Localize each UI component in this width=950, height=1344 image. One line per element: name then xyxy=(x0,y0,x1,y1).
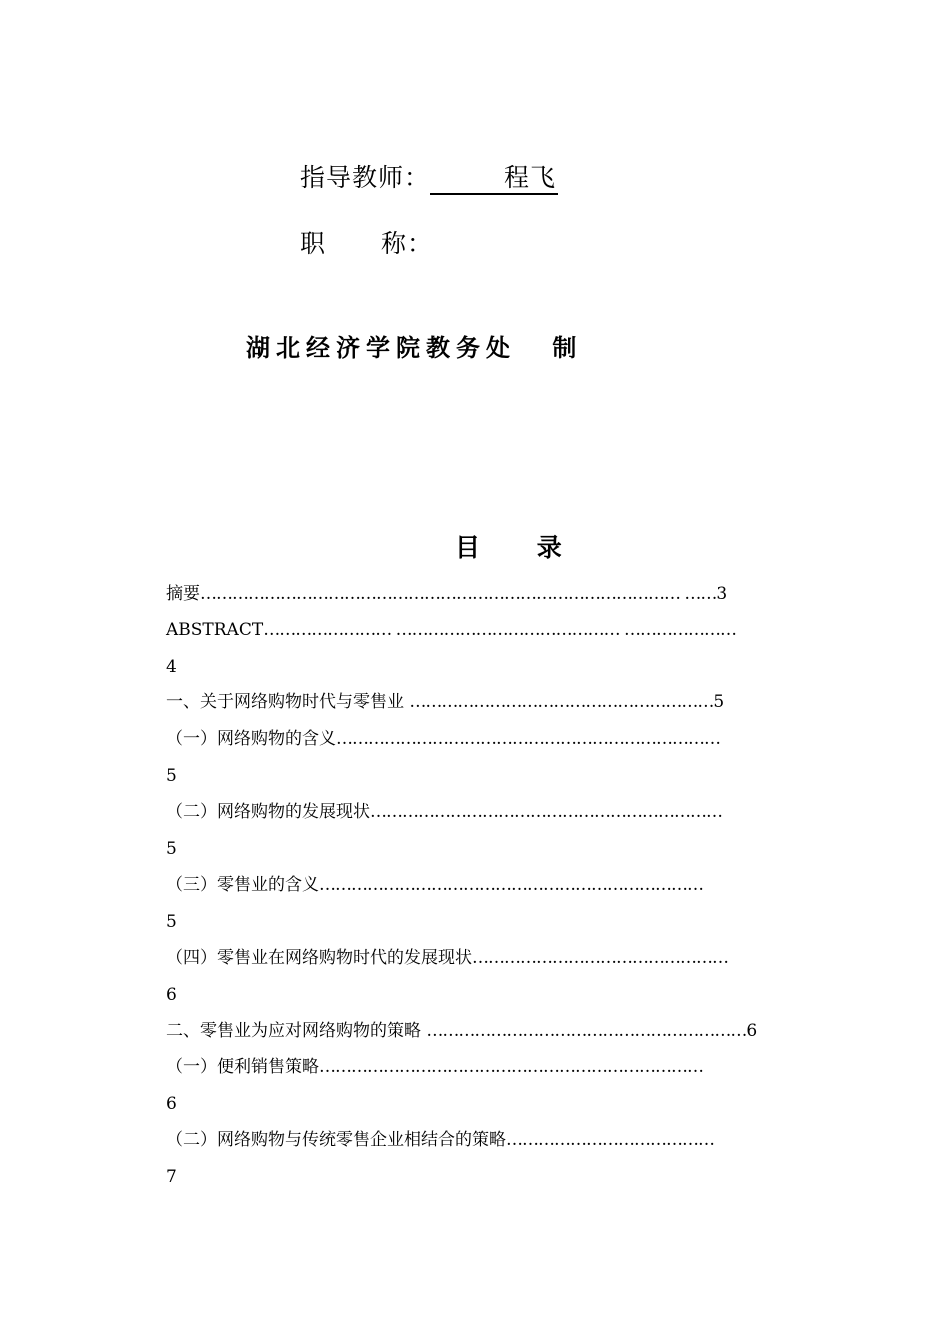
toc-entry-2-2[interactable] xyxy=(166,1129,714,1151)
toc-entry-page-wrapped: 5 xyxy=(166,912,177,932)
toc-entry-page-wrapped: 6 xyxy=(166,985,177,1005)
org-row xyxy=(246,328,582,363)
toc-leader-dots: ………………………………………… xyxy=(472,948,728,968)
toc-leader-dots: ………………………………………………… xyxy=(409,692,714,712)
toc-leader-dots: ……………………………………………………………… xyxy=(336,729,720,749)
toc-entry-page-wrapped: 4 xyxy=(166,657,177,677)
toc-entry-page-wrapped: 7 xyxy=(166,1167,177,1187)
toc-entry-page-wrapped: 5 xyxy=(166,839,177,859)
toc-entry-1-2[interactable] xyxy=(166,801,722,823)
title-row xyxy=(300,224,433,260)
toc-leader-dots: ……………………………………………………………… xyxy=(319,875,703,895)
toc-entry-page: 6 xyxy=(746,1021,758,1041)
toc-leader-dots: …………………… …………………………………… ………………… xyxy=(263,620,736,640)
toc-entry-chapter-2[interactable] xyxy=(166,1020,757,1042)
title-label-part1: 职 xyxy=(300,229,327,258)
toc-entry-text: （四）零售业在网络购物时代的发展现状 xyxy=(166,948,472,968)
toc-entry-1-1[interactable] xyxy=(166,728,720,750)
toc-entry-1-3[interactable] xyxy=(166,874,703,896)
org-name: 湖北经济学院教务处 xyxy=(246,334,516,362)
title-label-part2: 称： xyxy=(380,229,433,258)
toc-entry-abstract-en[interactable] xyxy=(166,619,736,641)
toc-entry-text: 二、零售业为应对网络购物的策略 xyxy=(166,1021,427,1041)
toc-leader-dots: ……………………………………………………………………………… …… xyxy=(200,584,717,604)
advisor-label: 指导教师： xyxy=(300,163,431,192)
toc-leader-dots: ………………………………… xyxy=(506,1130,714,1150)
toc-entry-abstract-cn[interactable] xyxy=(166,583,727,605)
toc-entry-text: ABSTRACT xyxy=(166,620,264,640)
toc-leader-dots: ……………………………………………………………… xyxy=(319,1057,703,1077)
advisor-name: 程飞 xyxy=(430,163,558,195)
toc-entry-text: （二）网络购物的发展现状 xyxy=(166,802,370,822)
toc-entry-page: 3 xyxy=(716,584,728,604)
toc-entry-text: 摘要 xyxy=(166,584,200,604)
toc-entry-text: （二）网络购物与传统零售企业相结合的策略 xyxy=(166,1130,506,1150)
toc-heading: 目 录 xyxy=(455,533,586,562)
toc-entry-page-wrapped: 6 xyxy=(166,1094,177,1114)
toc-entry-chapter-1[interactable] xyxy=(166,691,724,713)
toc-entry-1-4[interactable] xyxy=(166,947,728,969)
advisor-row xyxy=(300,158,558,195)
toc-entry-2-1[interactable] xyxy=(166,1056,703,1078)
toc-entry-text: （三）零售业的含义 xyxy=(166,875,319,895)
toc-entry-text: （一）便利销售策略 xyxy=(166,1057,319,1077)
org-suffix: 制 xyxy=(552,334,583,362)
toc-entry-page-wrapped: 5 xyxy=(166,766,177,786)
toc-leader-dots: …………………………………………………… xyxy=(426,1021,747,1041)
toc-entry-text: （一）网络购物的含义 xyxy=(166,729,336,749)
toc-entry-text: 一、关于网络购物时代与零售业 xyxy=(166,692,410,712)
toc-leader-dots: ………………………………………………………… xyxy=(370,802,722,822)
toc-entry-page: 5 xyxy=(713,692,725,712)
